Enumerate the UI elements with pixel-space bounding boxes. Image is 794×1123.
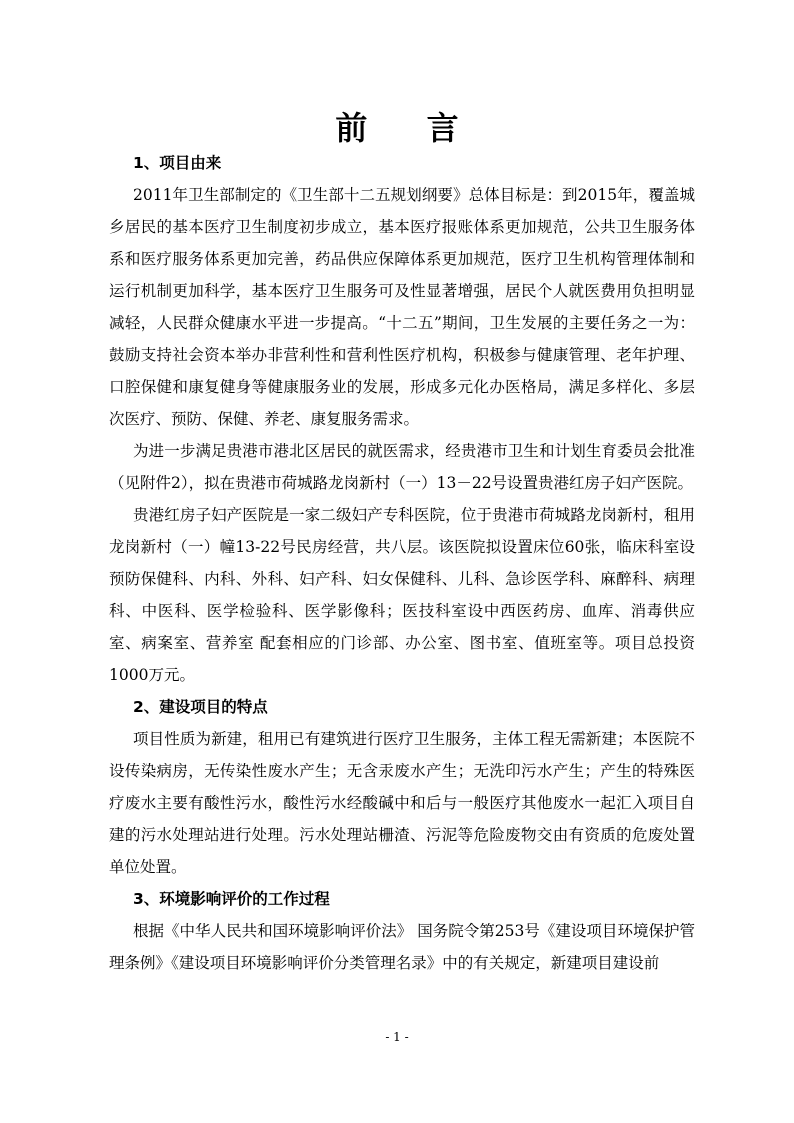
paragraph: 根据《中华人民共和国环境影响评价法》 国务院令第253号《建设项目环境保护管理条例》《建设项目环境影响评价分类管理名录》中的有关规定，新建项目建设前 <box>109 922 695 972</box>
paragraph: 贵港红房子妇产医院是一家二级妇产专科医院，位于贵港市荷城路龙岗新村，租用龙岗新村（一）幢13-22号民房经营，共八层。该医院拟设置床位60张，临床科室设预防保健科、内科、外科、妇产科、妇女保健科、儿科、急诊医学科、麻醉科、病理科、中医科、医学检验科、医学影像科；医技科室设中西医药房、血库、消毒供应室、病案室、营养室 配套相应的门诊部、办公室、图书室、值班室等。项目总投资1000万元。 <box>109 506 695 684</box>
paragraph: 2011年卫生部制定的《卫生部十二五规划纲要》总体目标是：到2015年，覆盖城乡居民的基本医疗卫生制度初步成立，基本医疗报账体系更加规范，公共卫生服务体系和医疗服务体系更加完善，药品供应保障体系更加规范，医疗卫生机构管理体制和运行机制更加科学，基本医疗卫生服务可及性显著增强，居民个人就医费用负担明显减轻，人民群众健康水平进一步提高。“十二五”期间，卫生发展的主要任务之一为：鼓励支持社会资本举办非营利性和营利性医疗机构，积极参与健康管理、老年护理、口腔保健和康复健身等健康服务业的发展，形成多元化办医格局，满足多样化、多层次医疗、预防、保健、养老、康复服务需求。 <box>109 186 695 428</box>
paragraph: 项目性质为新建，租用已有建筑进行医疗卫生服务，主体工程无需新建；本医院不设传染病房，无传染性废水产生；无含汞废水产生；无洗印污水产生；产生的特殊医疗废水主要有酸性污水，酸性污水经酸碱中和后与一般医疗其他废水一起汇入项目自建的污水处理站进行处理。污水处理站栅渣、污泥等危险废物交由有资质的危废处置单位处置。 <box>109 730 695 876</box>
page-title: 前 言 <box>335 109 483 147</box>
section-heading-project-origin: 1、项目由来 <box>133 154 222 172</box>
section-heading-project-features: 2、建设项目的特点 <box>133 698 268 716</box>
document-body <box>109 147 695 979</box>
page-number: - 1 - <box>385 1030 409 1044</box>
section-heading-eia-process: 3、环境影响评价的工作过程 <box>133 890 330 908</box>
paragraph: 为进一步满足贵港市港北区居民的就医需求，经贵港市卫生和计划生育委员会批准（见附件2），拟在贵港市荷城路龙岗新村（一）13－22号设置贵港红房子妇产医院。 <box>109 442 695 492</box>
